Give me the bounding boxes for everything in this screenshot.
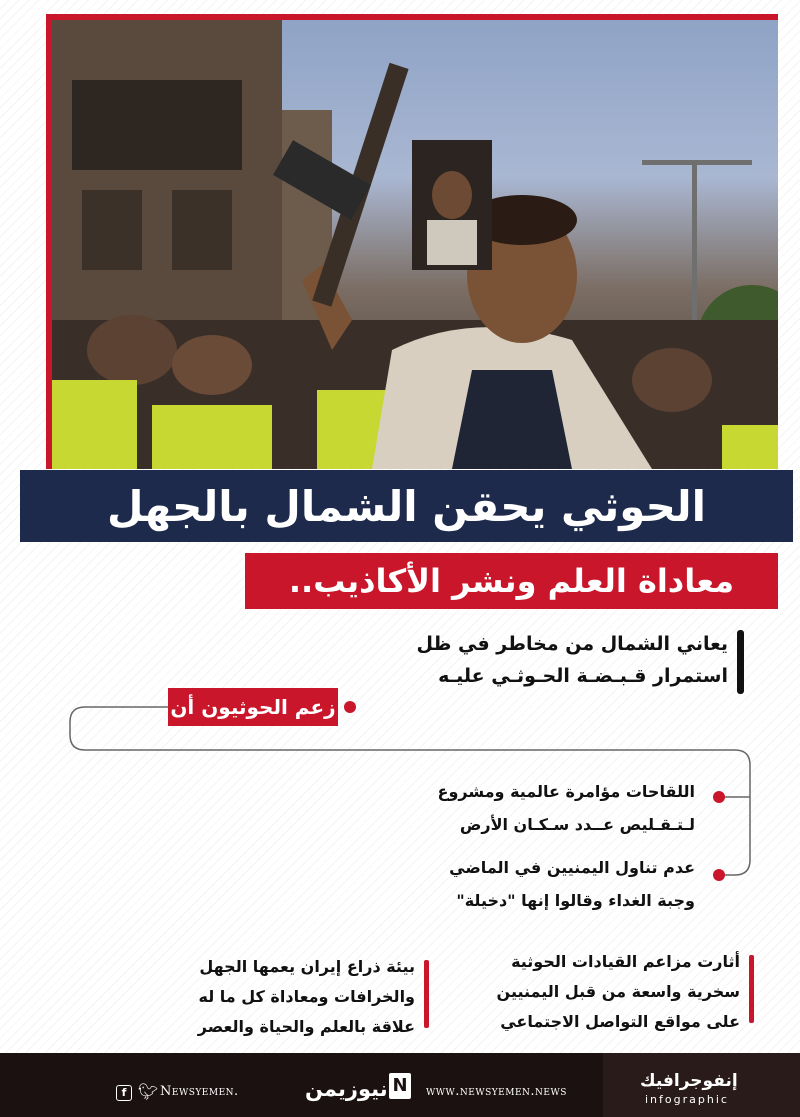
claim-item-line: لـتـقـليص عــدد سـكـان الأرض: [459, 815, 695, 834]
claim-item-line: عدم تناول اليمنيين في الماضي: [449, 858, 695, 877]
header-photo: [52, 20, 778, 469]
main-title-bar: [20, 470, 793, 542]
column-line: علاقة بالعلم والحياة والعصر: [197, 1017, 415, 1036]
column-line: سخرية واسعة من قبل اليمنيين: [496, 982, 740, 1001]
footer: [0, 1053, 800, 1117]
claim-label-text: زعم الحوثيون أن: [170, 695, 336, 719]
claim-item-line: اللقاحات مؤامرة عالمية ومشروع: [437, 782, 695, 801]
bottom-right-column: [440, 947, 740, 1037]
column-line: على مواقع التواصل الاجتماعي: [500, 1012, 740, 1031]
claim-item-dot: [713, 791, 725, 803]
infographic-label-ar: إنفوجرافيك: [640, 1071, 738, 1091]
social-handle[interactable]: Newsyemen.: [160, 1084, 239, 1099]
right-column-accent-bar: [749, 955, 754, 1023]
newsyemen-logo-text: نيوزيمن: [305, 1077, 388, 1101]
claim-item: [400, 775, 695, 841]
left-column-accent-bar: [424, 960, 429, 1028]
claim-item-dot: [713, 869, 725, 881]
newsyemen-logo-icon: N: [389, 1073, 411, 1099]
website-link[interactable]: www.newsyemen.news: [426, 1084, 567, 1099]
infographic-label-en: infographic: [645, 1093, 729, 1106]
bottom-left-column: [130, 952, 415, 1042]
facebook-icon[interactable]: f: [116, 1085, 132, 1101]
claim-label-dot: [344, 701, 356, 713]
twitter-icon[interactable]: 🐦︎: [138, 1082, 159, 1101]
claim-item-line: وجبة الغداء وقالوا إنها "دخيلة": [456, 891, 695, 910]
intro-accent-bar: [737, 630, 744, 694]
column-line: بيئة ذراع إيران يعمها الجهل: [199, 957, 415, 976]
subtitle: معاداة العلم ونشر الأكاذيب..: [288, 562, 735, 600]
claim-label: [168, 688, 338, 726]
intro-line-2: استمرار قـبـضـة الحـوثـي عليـه: [438, 665, 728, 687]
intro-text: [380, 628, 728, 692]
main-title: الحوثي يحقن الشمال بالجهل: [106, 481, 707, 531]
intro-line-1: يعاني الشمال من مخاطر في ظل: [416, 633, 728, 655]
claim-item: [400, 851, 695, 917]
subtitle-bar: [245, 553, 778, 609]
column-line: والخرافات ومعاداة كل ما له: [198, 987, 415, 1006]
column-line: أثارت مزاعم القيادات الحوثية: [511, 952, 740, 971]
